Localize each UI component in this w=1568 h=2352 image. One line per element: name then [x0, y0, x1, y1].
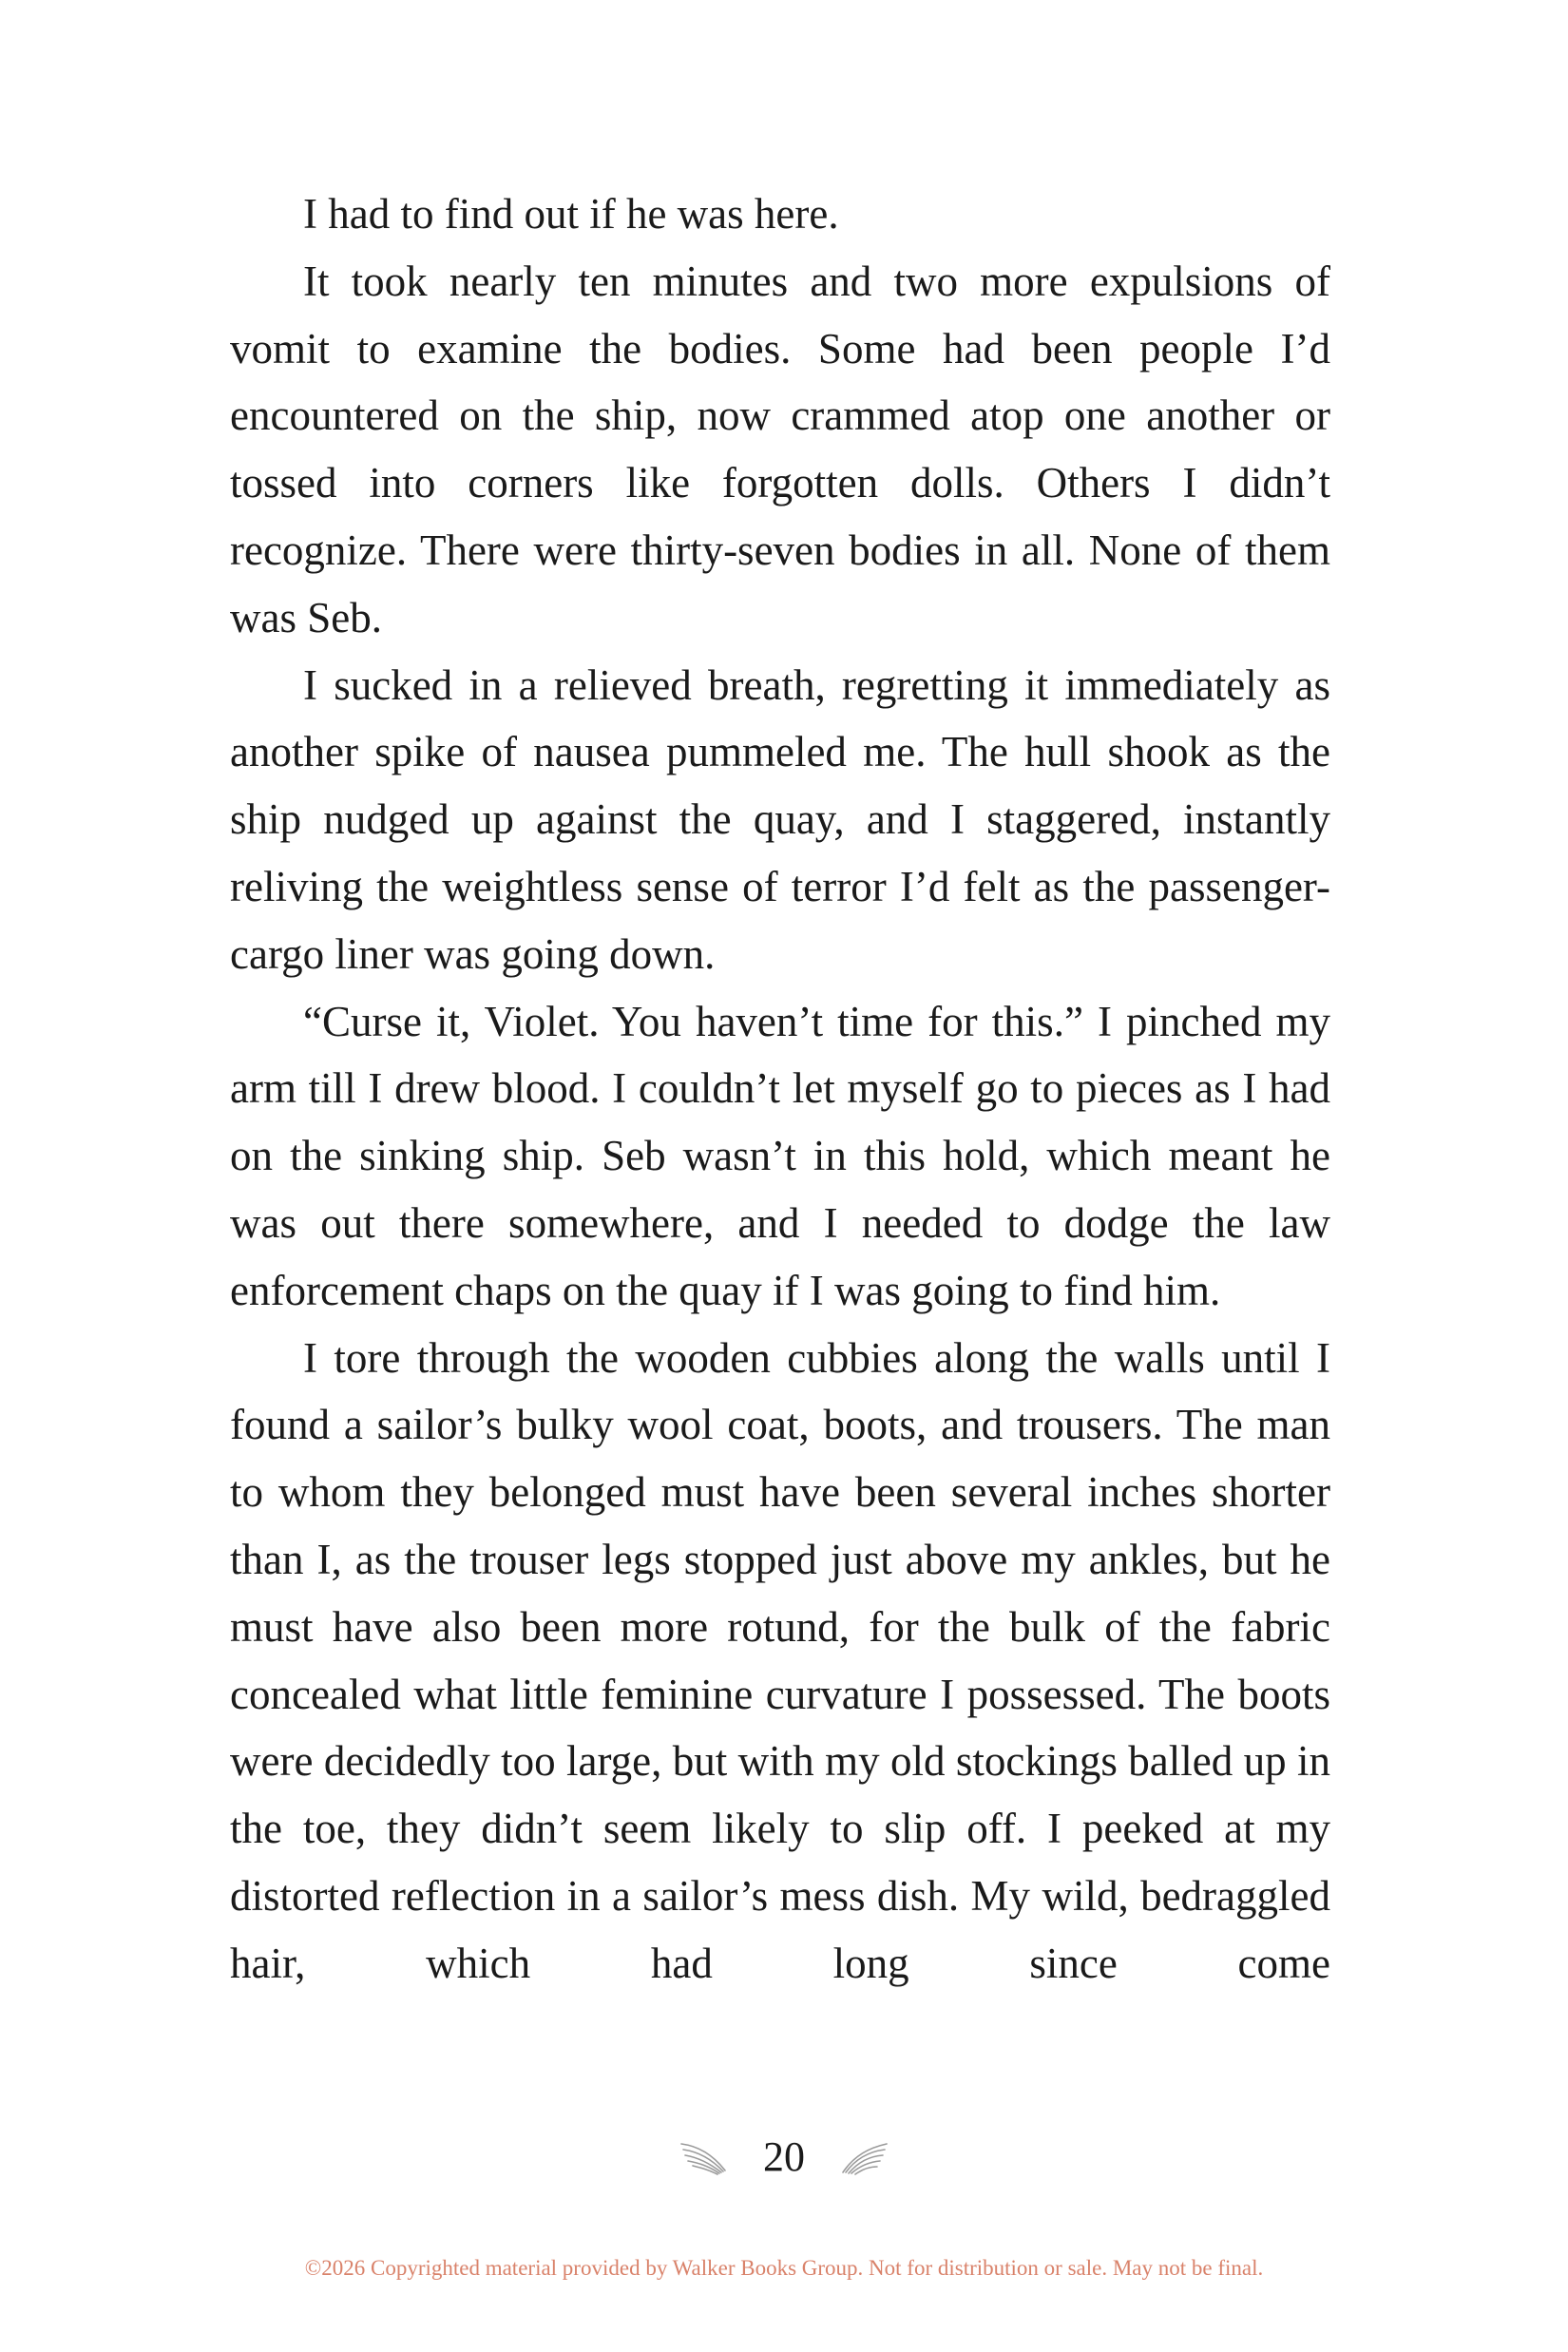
paragraph-3: I sucked in a relieved breath, regretting it immediately as another spike of nausea pummeled me. The hull shook as the ship nudged up against the quay, and I staggered, instantly reliving the weightless sense of terror I’d felt as the passenger-cargo liner was going down.	[230, 660, 1330, 978]
page-folio	[0, 2129, 1568, 2186]
body-text	[230, 181, 1330, 1998]
paragraph-2: It took nearly ten minutes and two more expulsions of vomit to examine the bodies. Some had been people I’d encountered on the ship, now crammed atop one another or tossed into corners like forgotten dolls. Others I didn’t recognize. There were thirty-seven bodies in all. None of them was Seb.	[230, 257, 1330, 641]
paragraph-5: I tore through the wooden cubbies along the walls until I found a sailor’s bulky wool coat, boots, and trousers. The man to whom they belonged must have been several inches shorter than I, as the trouser legs stopped just above my ankles, but he must have also been more rotund, for the bulk of the fabric concealed what little feminine curvature I possessed. The boots were decidedly too large, but with my old stockings balled up in the toe, they didn’t seem likely to slip off. I peeked at my distorted reflection in a sailor’s mess dish. My wild, bedraggled hair, which had long since come	[230, 1333, 1330, 1987]
feather-flourish-right-icon	[839, 2138, 889, 2176]
paragraph-1: I had to find out if he was here.	[303, 190, 839, 238]
copyright-notice: ©2026 Copyrighted material provided by Walker Books Group. Not for distribution or sale. May not be final.	[304, 2256, 1264, 2280]
feather-flourish-left-icon	[679, 2138, 729, 2176]
paragraph-4: “Curse it, Violet. You haven’t time for this.” I pinched my arm till I drew blood. I couldn’t let myself go to pieces as I had on the sinking ship. Seb wasn’t in this hold, which meant he was out there somewhere, and I needed to dodge the law enforcement chaps on the quay if I was going to find him.	[230, 997, 1330, 1314]
page-number: 20	[763, 2133, 805, 2180]
